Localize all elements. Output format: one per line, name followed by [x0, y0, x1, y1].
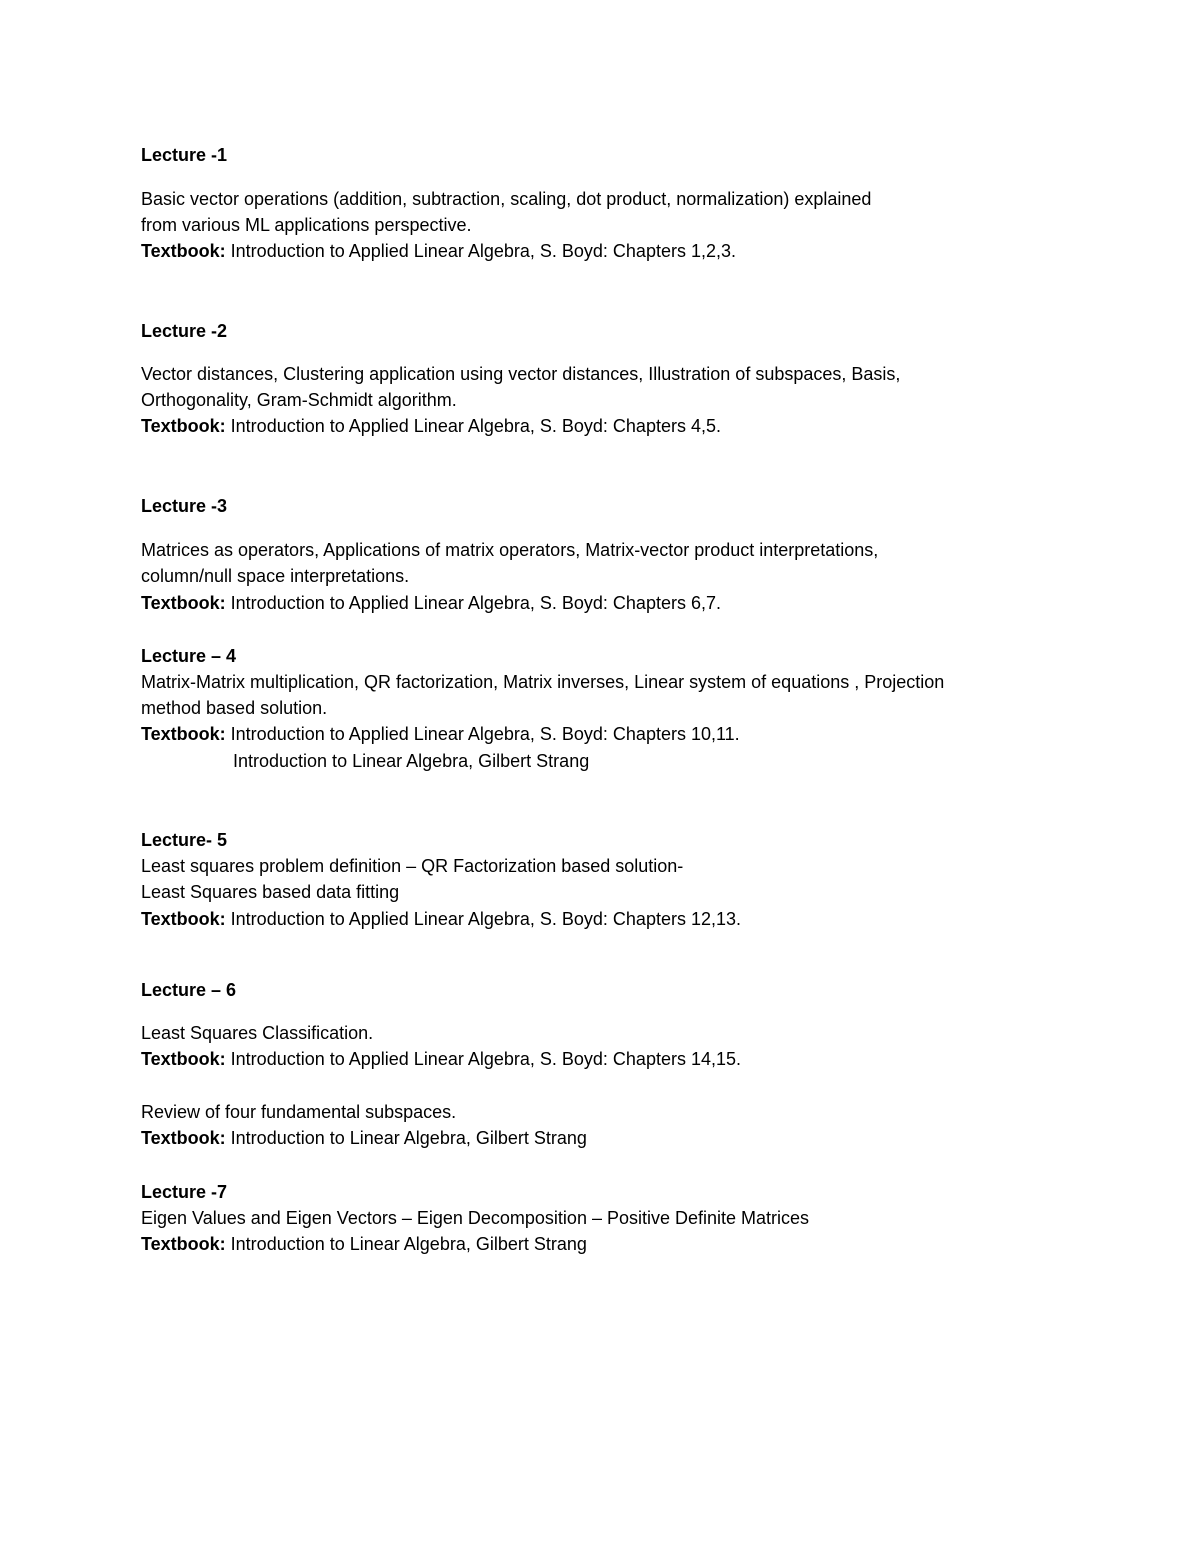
lecture-1-textbook: [141, 240, 736, 262]
lecture-1-desc-line-2: from various ML applications perspective.: [141, 215, 472, 235]
lecture-7-heading: Lecture -7: [141, 1182, 228, 1202]
textbook-ref: Introduction to Applied Linear Algebra, S. Boyd: Chapters 6,7.: [225, 593, 721, 613]
textbook-ref: Introduction to Applied Linear Algebra, S. Boyd: Chapters 4,5.: [225, 416, 721, 436]
textbook-label: Textbook:: [141, 416, 226, 436]
lecture-6-textbook: [141, 1048, 741, 1070]
textbook-label: Textbook:: [141, 593, 226, 613]
lecture-3-desc-line-1: Matrices as operators, Applications of matrix operators, Matrix-vector product interpretations,: [141, 540, 879, 560]
lecture-3-desc-line-2: column/null space interpretations.: [141, 566, 410, 586]
lecture-6-review-line: Review of four fundamental subspaces.: [141, 1102, 457, 1122]
lecture-7-textbook: [141, 1233, 587, 1255]
lecture-1-heading: Lecture -1: [141, 145, 228, 165]
lecture-4-desc-line-1: Matrix-Matrix multiplication, QR factorization, Matrix inverses, Linear system of equations , Projection: [141, 672, 945, 692]
lecture-2-desc-line-1: Vector distances, Clustering application using vector distances, Illustration of subspaces, Basis,: [141, 364, 901, 384]
lecture-2-desc-line-2: Orthogonality, Gram-Schmidt algorithm.: [141, 390, 457, 410]
lecture-3-textbook: [141, 592, 721, 614]
lecture-4-textbook: [141, 723, 740, 745]
lecture-4-heading: Lecture – 4: [141, 646, 237, 666]
lecture-5-desc-line-2: Least Squares based data fitting: [141, 882, 400, 902]
lecture-4-textbook-extra: Introduction to Linear Algebra, Gilbert Strang: [233, 751, 590, 771]
textbook-ref: Introduction to Applied Linear Algebra, S. Boyd: Chapters 14,15.: [225, 1049, 742, 1069]
textbook-ref: Introduction to Applied Linear Algebra, S. Boyd: Chapters 12,13.: [225, 909, 742, 929]
lecture-6-heading: Lecture – 6: [141, 980, 237, 1000]
lecture-5-textbook: [141, 908, 741, 930]
lecture-5-heading: Lecture- 5: [141, 830, 228, 850]
lecture-1-desc-line-1: Basic vector operations (addition, subtraction, scaling, dot product, normalization) explained: [141, 189, 872, 209]
textbook-ref: Introduction to Linear Algebra, Gilbert Strang: [225, 1234, 587, 1254]
textbook-ref: Introduction to Applied Linear Algebra, S. Boyd: Chapters 1,2,3.: [225, 241, 736, 261]
lecture-2-textbook: [141, 415, 721, 437]
lecture-5-desc-line-1: Least squares problem definition – QR Factorization based solution-: [141, 856, 684, 876]
lecture-3-heading: Lecture -3: [141, 496, 228, 516]
lecture-6-review-textbook: [141, 1127, 587, 1149]
textbook-ref: Introduction to Linear Algebra, Gilbert Strang: [225, 1128, 587, 1148]
lecture-2-heading: Lecture -2: [141, 321, 228, 341]
textbook-label: Textbook:: [141, 1049, 226, 1069]
textbook-label: Textbook:: [141, 724, 226, 744]
textbook-label: Textbook:: [141, 1234, 226, 1254]
lecture-7-desc-line-1: Eigen Values and Eigen Vectors – Eigen Decomposition – Positive Definite Matrices: [141, 1208, 810, 1228]
textbook-label: Textbook:: [141, 909, 226, 929]
textbook-label: Textbook:: [141, 1128, 226, 1148]
textbook-ref: Introduction to Applied Linear Algebra, S. Boyd: Chapters 10,11.: [225, 724, 740, 744]
lecture-6-desc-line-1: Least Squares Classification.: [141, 1023, 374, 1043]
lecture-4-desc-line-2: method based solution.: [141, 698, 328, 718]
textbook-label: Textbook:: [141, 241, 226, 261]
